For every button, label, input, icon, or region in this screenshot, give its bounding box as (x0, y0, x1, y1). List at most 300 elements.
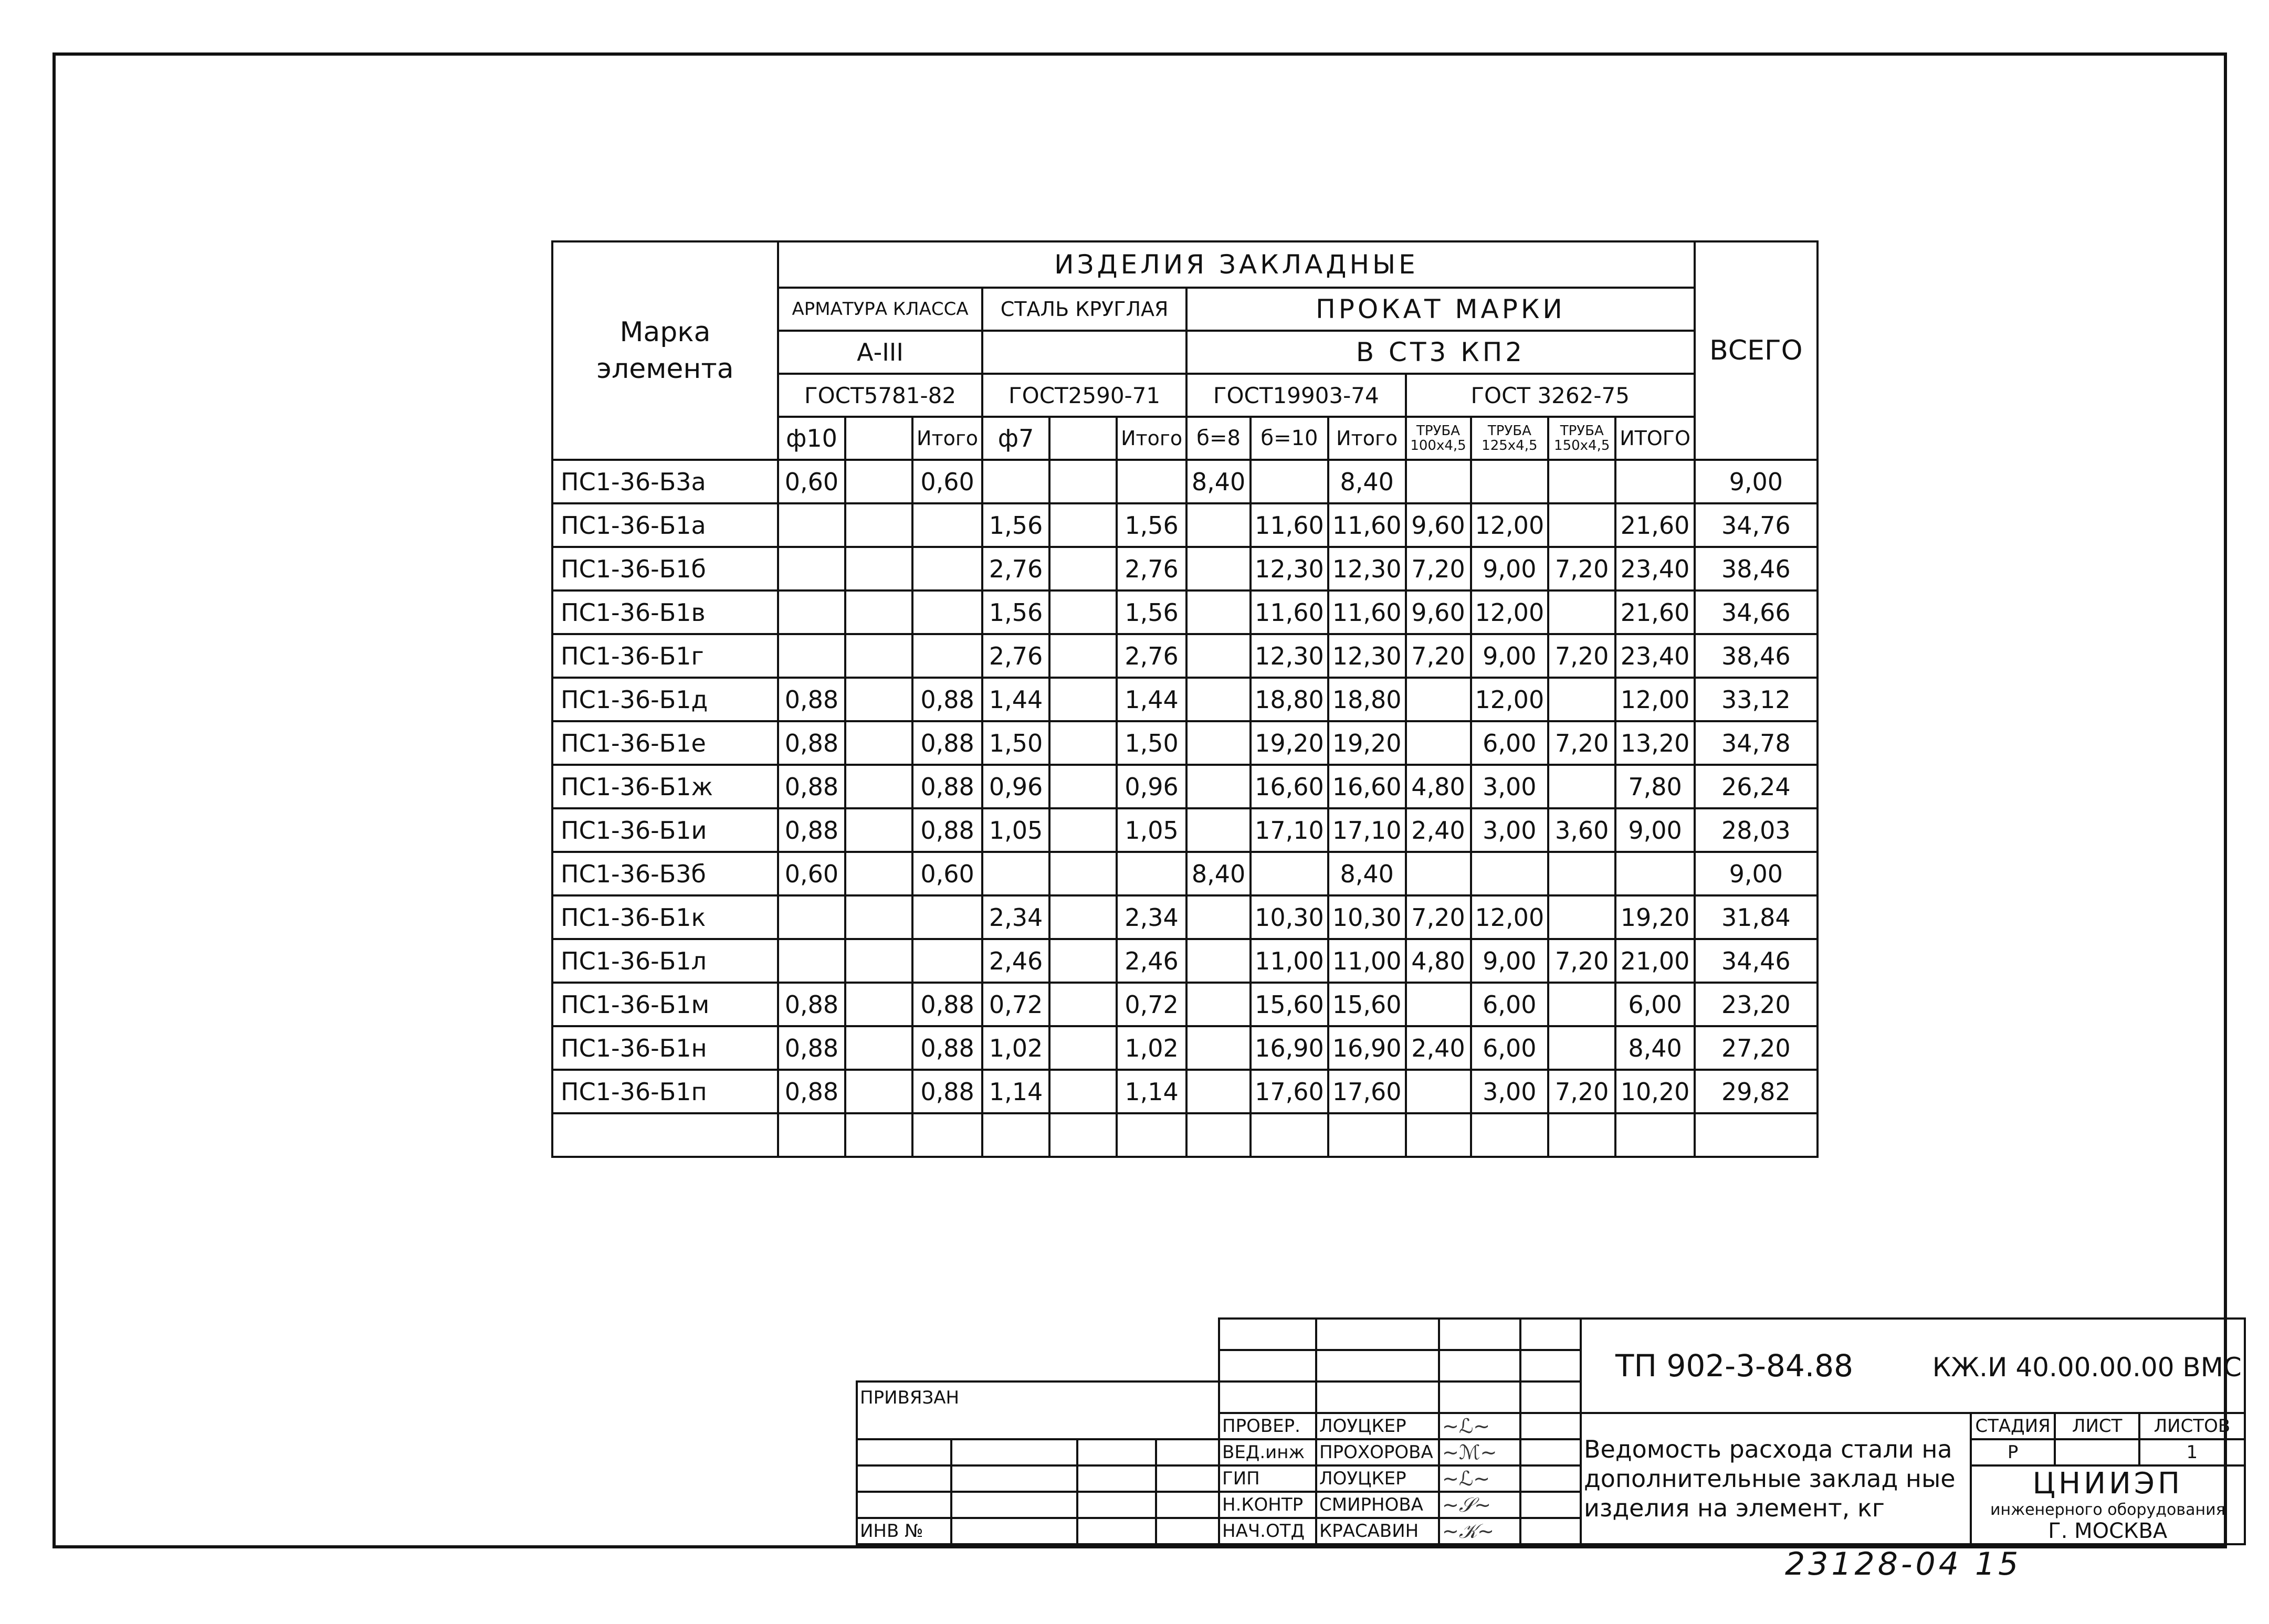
blank (857, 1319, 1219, 1350)
table-cell: 0,96 (982, 765, 1049, 808)
table-cell: 9,00 (1471, 634, 1549, 678)
name: КРАСАВИН (1316, 1518, 1439, 1544)
table-cell (1548, 852, 1615, 895)
table-cell (1186, 678, 1251, 721)
table-cell: 2,40 (1406, 1026, 1471, 1070)
table-cell: 21,00 (1615, 939, 1695, 983)
table-cell (1406, 721, 1471, 765)
column-header: ф10 (778, 417, 845, 460)
signature: ~𝒦~ (1439, 1518, 1520, 1544)
table-cell (912, 1113, 982, 1157)
blank (857, 1350, 1219, 1382)
sheet-title: Ведомость расхода стали на дополнительные заклад ные изделия на элемент, кг (1581, 1413, 1971, 1544)
element-mark: ПС1-36-Б1а (552, 503, 778, 547)
table-cell (912, 590, 982, 634)
table-cell: 12,30 (1251, 547, 1328, 590)
table-cell (1548, 678, 1615, 721)
table-cell: 0,72 (982, 983, 1049, 1026)
table-cell: 2,76 (1117, 547, 1186, 590)
table-cell: 12,00 (1471, 678, 1549, 721)
table-cell (1049, 547, 1117, 590)
table-cell (1251, 1113, 1328, 1157)
round-steel-gost: ГОСТ2590-71 (982, 374, 1186, 417)
table-cell (1049, 590, 1117, 634)
role: ГИП (1219, 1465, 1316, 1492)
table-cell: 0,60 (912, 852, 982, 895)
bound-label: ПРИВЯЗАН (857, 1382, 1219, 1413)
table-cell (1328, 1113, 1406, 1157)
table-cell (1049, 1026, 1117, 1070)
table-cell (1406, 1113, 1471, 1157)
blank (1520, 1350, 1581, 1382)
row-total: 33,12 (1695, 678, 1818, 721)
inv-label: ИНВ № (857, 1518, 951, 1544)
blank (1156, 1492, 1219, 1518)
table-cell (982, 852, 1049, 895)
table-cell (1049, 1113, 1117, 1157)
table-row (552, 590, 1818, 634)
table-cell (1186, 634, 1251, 678)
blank (857, 1439, 951, 1465)
table-cell: 0,60 (778, 460, 845, 503)
table-row (552, 678, 1818, 721)
table-cell: 16,60 (1328, 765, 1406, 808)
table-row (552, 939, 1818, 983)
table-cell: 3,00 (1471, 1070, 1549, 1113)
table-cell (912, 895, 982, 939)
table-row (552, 1026, 1818, 1070)
table-cell: 1,56 (1117, 503, 1186, 547)
table-cell (845, 1113, 912, 1157)
table-cell (1049, 721, 1117, 765)
table-cell: 0,88 (912, 678, 982, 721)
steel-consumption-table (551, 240, 1819, 1158)
table-cell: 15,60 (1328, 983, 1406, 1026)
table-cell (1186, 547, 1251, 590)
blank (1439, 1350, 1520, 1382)
row-total: 34,78 (1695, 721, 1818, 765)
table-cell: 3,00 (1471, 765, 1549, 808)
table-cell: 2,40 (1406, 808, 1471, 852)
table-cell: 7,20 (1548, 634, 1615, 678)
table-cell: 15,60 (1251, 983, 1328, 1026)
date (1520, 1492, 1581, 1518)
column-header: ТРУБА 125х4,5 (1471, 417, 1549, 460)
table-cell: 19,20 (1615, 895, 1695, 939)
table-cell: 10,30 (1328, 895, 1406, 939)
armature-class: А-III (778, 331, 982, 374)
table-cell (778, 503, 845, 547)
table-cell: 4,80 (1406, 765, 1471, 808)
table-cell: 9,00 (1615, 808, 1695, 852)
table-cell: 0,88 (912, 1026, 982, 1070)
table-cell (845, 460, 912, 503)
table-cell (845, 634, 912, 678)
table-cell: 7,20 (1548, 939, 1615, 983)
table-cell: 6,00 (1615, 983, 1695, 1026)
blank (1316, 1319, 1439, 1350)
table-cell (1471, 852, 1549, 895)
table-cell (1049, 852, 1117, 895)
table-cell (982, 460, 1049, 503)
table-cell (1548, 895, 1615, 939)
table-cell: 7,20 (1548, 547, 1615, 590)
element-mark: ПС1-36-Б1м (552, 983, 778, 1026)
rolled-grade: В СТ3 КП2 (1186, 331, 1695, 374)
row-total: 9,00 (1695, 460, 1818, 503)
row-total: 31,84 (1695, 895, 1818, 939)
table-cell: 1,14 (1117, 1070, 1186, 1113)
table-cell: 8,40 (1186, 460, 1251, 503)
column-header (845, 417, 912, 460)
table-cell: 9,00 (1471, 547, 1549, 590)
table-cell: 12,30 (1328, 634, 1406, 678)
table-cell (1117, 852, 1186, 895)
blank (1439, 1319, 1520, 1350)
table-cell (1049, 808, 1117, 852)
table-cell (1186, 590, 1251, 634)
row-total: 38,46 (1695, 547, 1818, 590)
table-cell: 0,88 (912, 721, 982, 765)
table-cell (1186, 503, 1251, 547)
element-mark: ПС1-36-Б1п (552, 1070, 778, 1113)
table-cell: 9,00 (1471, 939, 1549, 983)
table-cell (1406, 1070, 1471, 1113)
table-cell: 2,34 (982, 895, 1049, 939)
table-cell (1548, 590, 1615, 634)
org-sub: инженерного оборудования (1990, 1501, 2225, 1519)
stage-value: Р (1971, 1439, 2055, 1465)
doc-code: КЖ.И 40.00.00.00 ВМС (1932, 1352, 2242, 1383)
org-city: Г. МОСКВА (2048, 1519, 2168, 1543)
table-row (552, 765, 1818, 808)
row-total: 34,46 (1695, 939, 1818, 983)
table-cell (1049, 678, 1117, 721)
sheets-label: ЛИСТОВ (2139, 1413, 2245, 1439)
table-cell (912, 939, 982, 983)
blank (857, 1492, 951, 1518)
table-cell: 0,88 (912, 1070, 982, 1113)
table-cell (912, 547, 982, 590)
table-cell (1548, 983, 1615, 1026)
table-cell: 2,76 (982, 547, 1049, 590)
element-mark (552, 1113, 778, 1157)
table-cell: 1,56 (982, 503, 1049, 547)
column-header: ИТОГО (1615, 417, 1695, 460)
blank (1219, 1382, 1316, 1413)
table-cell (1186, 1070, 1251, 1113)
table-cell: 19,20 (1328, 721, 1406, 765)
table-cell: 11,00 (1251, 939, 1328, 983)
row-total: 29,82 (1695, 1070, 1818, 1113)
table-cell: 8,40 (1328, 460, 1406, 503)
table-cell: 0,88 (778, 678, 845, 721)
table-cell: 3,60 (1548, 808, 1615, 852)
table-cell: 12,30 (1251, 634, 1328, 678)
table-cell (1117, 460, 1186, 503)
table-cell (1251, 852, 1328, 895)
table-row (552, 1113, 1818, 1157)
table-cell: 16,90 (1328, 1026, 1406, 1070)
table-cell (1049, 460, 1117, 503)
table-cell: 1,44 (1117, 678, 1186, 721)
table-row (552, 547, 1818, 590)
blank (951, 1439, 1077, 1465)
table-cell: 1,56 (1117, 590, 1186, 634)
table-cell: 1,05 (982, 808, 1049, 852)
table-cell (845, 939, 912, 983)
table-body (552, 460, 1818, 1157)
column-header: б=10 (1251, 417, 1328, 460)
table-cell: 8,40 (1328, 852, 1406, 895)
name: ЛОУЦКЕР (1316, 1465, 1439, 1492)
table-cell: 12,00 (1471, 895, 1549, 939)
table-cell (1406, 460, 1471, 503)
table-cell (982, 1113, 1049, 1157)
table-cell: 2,46 (1117, 939, 1186, 983)
table-cell (1049, 765, 1117, 808)
table-cell: 1,44 (982, 678, 1049, 721)
table-row (552, 721, 1818, 765)
table-row (552, 983, 1818, 1026)
table-cell (1406, 678, 1471, 721)
doc-number-cell (1581, 1319, 2245, 1413)
rolled-gost-a: ГОСТ19903-74 (1186, 374, 1405, 417)
element-mark: ПС1-36-Б3б (552, 852, 778, 895)
blank (1219, 1319, 1316, 1350)
table-cell: 0,88 (778, 721, 845, 765)
role: ВЕД.инж (1219, 1439, 1316, 1465)
date (1520, 1413, 1581, 1439)
row-total: 23,20 (1695, 983, 1818, 1026)
element-mark: ПС1-36-Б1е (552, 721, 778, 765)
table-cell: 19,20 (1251, 721, 1328, 765)
table-cell: 18,80 (1328, 678, 1406, 721)
table-cell: 1,14 (982, 1070, 1049, 1113)
table-cell: 7,20 (1548, 721, 1615, 765)
round-steel-class (982, 331, 1186, 374)
table-cell: 21,60 (1615, 503, 1695, 547)
table-cell: 2,76 (982, 634, 1049, 678)
table-cell (778, 590, 845, 634)
table-cell (1186, 939, 1251, 983)
table-cell (1548, 503, 1615, 547)
element-mark: ПС1-36-Б1г (552, 634, 778, 678)
table-cell (845, 1070, 912, 1113)
table-cell: 17,60 (1251, 1070, 1328, 1113)
element-mark: ПС1-36-Б1ж (552, 765, 778, 808)
table-cell (845, 852, 912, 895)
sheet-label: ЛИСТ (2055, 1413, 2139, 1439)
role: Н.КОНТР (1219, 1492, 1316, 1518)
table-cell: 1,50 (982, 721, 1049, 765)
column-header: ф7 (982, 417, 1049, 460)
column-header: б=8 (1186, 417, 1251, 460)
table-cell: 13,20 (1615, 721, 1695, 765)
table-cell: 12,00 (1471, 590, 1549, 634)
column-header: ТРУБА 150х4,5 (1548, 417, 1615, 460)
element-mark: ПС1-36-Б1н (552, 1026, 778, 1070)
sheets-value: 1 (2139, 1439, 2245, 1465)
blank (1077, 1492, 1156, 1518)
table-cell: 7,20 (1406, 547, 1471, 590)
blank (857, 1413, 1219, 1439)
column-header: Итого (1117, 417, 1186, 460)
table-cell (1186, 983, 1251, 1026)
table-cell (1049, 1070, 1117, 1113)
name: ЛОУЦКЕР (1316, 1413, 1439, 1439)
table-cell: 8,40 (1615, 1026, 1695, 1070)
mark-header: Марка элемента (552, 241, 778, 460)
row-total (1695, 1113, 1818, 1157)
element-mark: ПС1-36-Б1в (552, 590, 778, 634)
column-header: Итого (912, 417, 982, 460)
table-cell (1186, 895, 1251, 939)
table-cell (1471, 1113, 1549, 1157)
blank (951, 1492, 1077, 1518)
table-cell: 0,88 (778, 808, 845, 852)
role: НАЧ.ОТД (1219, 1518, 1316, 1544)
table-cell: 10,30 (1251, 895, 1328, 939)
table-cell (1548, 1026, 1615, 1070)
table-row (552, 460, 1818, 503)
table-cell: 18,80 (1251, 678, 1328, 721)
table-cell (1548, 460, 1615, 503)
table-cell (845, 765, 912, 808)
table-cell (912, 503, 982, 547)
row-total: 27,20 (1695, 1026, 1818, 1070)
table-cell (1049, 939, 1117, 983)
column-header (1049, 417, 1117, 460)
blank (1156, 1465, 1219, 1492)
table-cell (1548, 1113, 1615, 1157)
table-cell: 1,56 (982, 590, 1049, 634)
table-cell: 2,76 (1117, 634, 1186, 678)
table-cell (845, 983, 912, 1026)
table-cell (778, 895, 845, 939)
blank (1156, 1439, 1219, 1465)
table-cell (778, 939, 845, 983)
table-cell: 9,60 (1406, 503, 1471, 547)
table-cell: 8,40 (1186, 852, 1251, 895)
blank (1439, 1382, 1520, 1413)
table-cell: 11,00 (1328, 939, 1406, 983)
row-total: 9,00 (1695, 852, 1818, 895)
armature-gost: ГОСТ5781-82 (778, 374, 982, 417)
row-total: 26,24 (1695, 765, 1818, 808)
table-cell: 0,72 (1117, 983, 1186, 1026)
table-cell: 2,46 (982, 939, 1049, 983)
name: ПРОХОРОВА (1316, 1439, 1439, 1465)
table-cell (1615, 460, 1695, 503)
table-cell: 21,60 (1615, 590, 1695, 634)
element-mark: ПС1-36-Б3а (552, 460, 778, 503)
table-cell: 0,88 (912, 983, 982, 1026)
blank (857, 1465, 951, 1492)
table-cell: 12,00 (1471, 503, 1549, 547)
table-row (552, 895, 1818, 939)
table-cell (1471, 460, 1549, 503)
table-cell: 11,60 (1251, 590, 1328, 634)
blank (1077, 1465, 1156, 1492)
table-cell: 12,00 (1615, 678, 1695, 721)
table-cell (778, 547, 845, 590)
table-cell: 23,40 (1615, 547, 1695, 590)
table-cell: 11,60 (1328, 503, 1406, 547)
table-cell (845, 503, 912, 547)
table-cell (1186, 1113, 1251, 1157)
signature: ~ℒ~ (1439, 1465, 1520, 1492)
table-cell (1049, 983, 1117, 1026)
signature: ~𝒮~ (1439, 1492, 1520, 1518)
blank (1077, 1439, 1156, 1465)
blank (1077, 1518, 1156, 1544)
row-total: 38,46 (1695, 634, 1818, 678)
table-cell (845, 808, 912, 852)
table-row (552, 852, 1818, 895)
table-cell: 23,40 (1615, 634, 1695, 678)
table-row (552, 808, 1818, 852)
table-cell: 16,60 (1251, 765, 1328, 808)
table-cell: 9,60 (1406, 590, 1471, 634)
table-cell: 17,10 (1328, 808, 1406, 852)
table-cell: 0,88 (778, 1070, 845, 1113)
table-cell (1406, 983, 1471, 1026)
blank (1316, 1350, 1439, 1382)
table-cell: 0,88 (778, 983, 845, 1026)
table-cell: 0,60 (912, 460, 982, 503)
table-cell (845, 721, 912, 765)
element-mark: ПС1-36-Б1б (552, 547, 778, 590)
table-cell: 17,60 (1328, 1070, 1406, 1113)
table-cell (1615, 1113, 1695, 1157)
row-total: 34,76 (1695, 503, 1818, 547)
archive-number: 23128-04 15 (1785, 1546, 2022, 1583)
blank (951, 1465, 1077, 1492)
signature: ~ℒ~ (1439, 1413, 1520, 1439)
blank (1520, 1382, 1581, 1413)
element-mark: ПС1-36-Б1к (552, 895, 778, 939)
row-total: 28,03 (1695, 808, 1818, 852)
rolled-gost-b: ГОСТ 3262-75 (1406, 374, 1695, 417)
table-cell: 11,60 (1251, 503, 1328, 547)
table-cell: 6,00 (1471, 721, 1549, 765)
table-cell: 7,20 (1548, 1070, 1615, 1113)
doc-number: ТП 902-3-84.88 (1615, 1348, 1853, 1384)
table-cell (778, 1113, 845, 1157)
table-cell: 0,96 (1117, 765, 1186, 808)
table-cell: 4,80 (1406, 939, 1471, 983)
table-cell: 0,88 (912, 808, 982, 852)
table-row (552, 634, 1818, 678)
table-cell (1615, 852, 1695, 895)
role: ПРОВЕР. (1219, 1413, 1316, 1439)
table-cell (1049, 634, 1117, 678)
blank (1219, 1350, 1316, 1382)
table-cell (1186, 1026, 1251, 1070)
table-cell: 1,02 (1117, 1026, 1186, 1070)
table-cell (1186, 721, 1251, 765)
title-block (856, 1317, 2246, 1545)
table-row (552, 1070, 1818, 1113)
table-cell (845, 895, 912, 939)
table-cell: 16,90 (1251, 1026, 1328, 1070)
table-cell: 10,20 (1615, 1070, 1695, 1113)
table-cell (778, 634, 845, 678)
element-mark: ПС1-36-Б1д (552, 678, 778, 721)
table-cell: 1,02 (982, 1026, 1049, 1070)
table-cell: 0,88 (778, 1026, 845, 1070)
